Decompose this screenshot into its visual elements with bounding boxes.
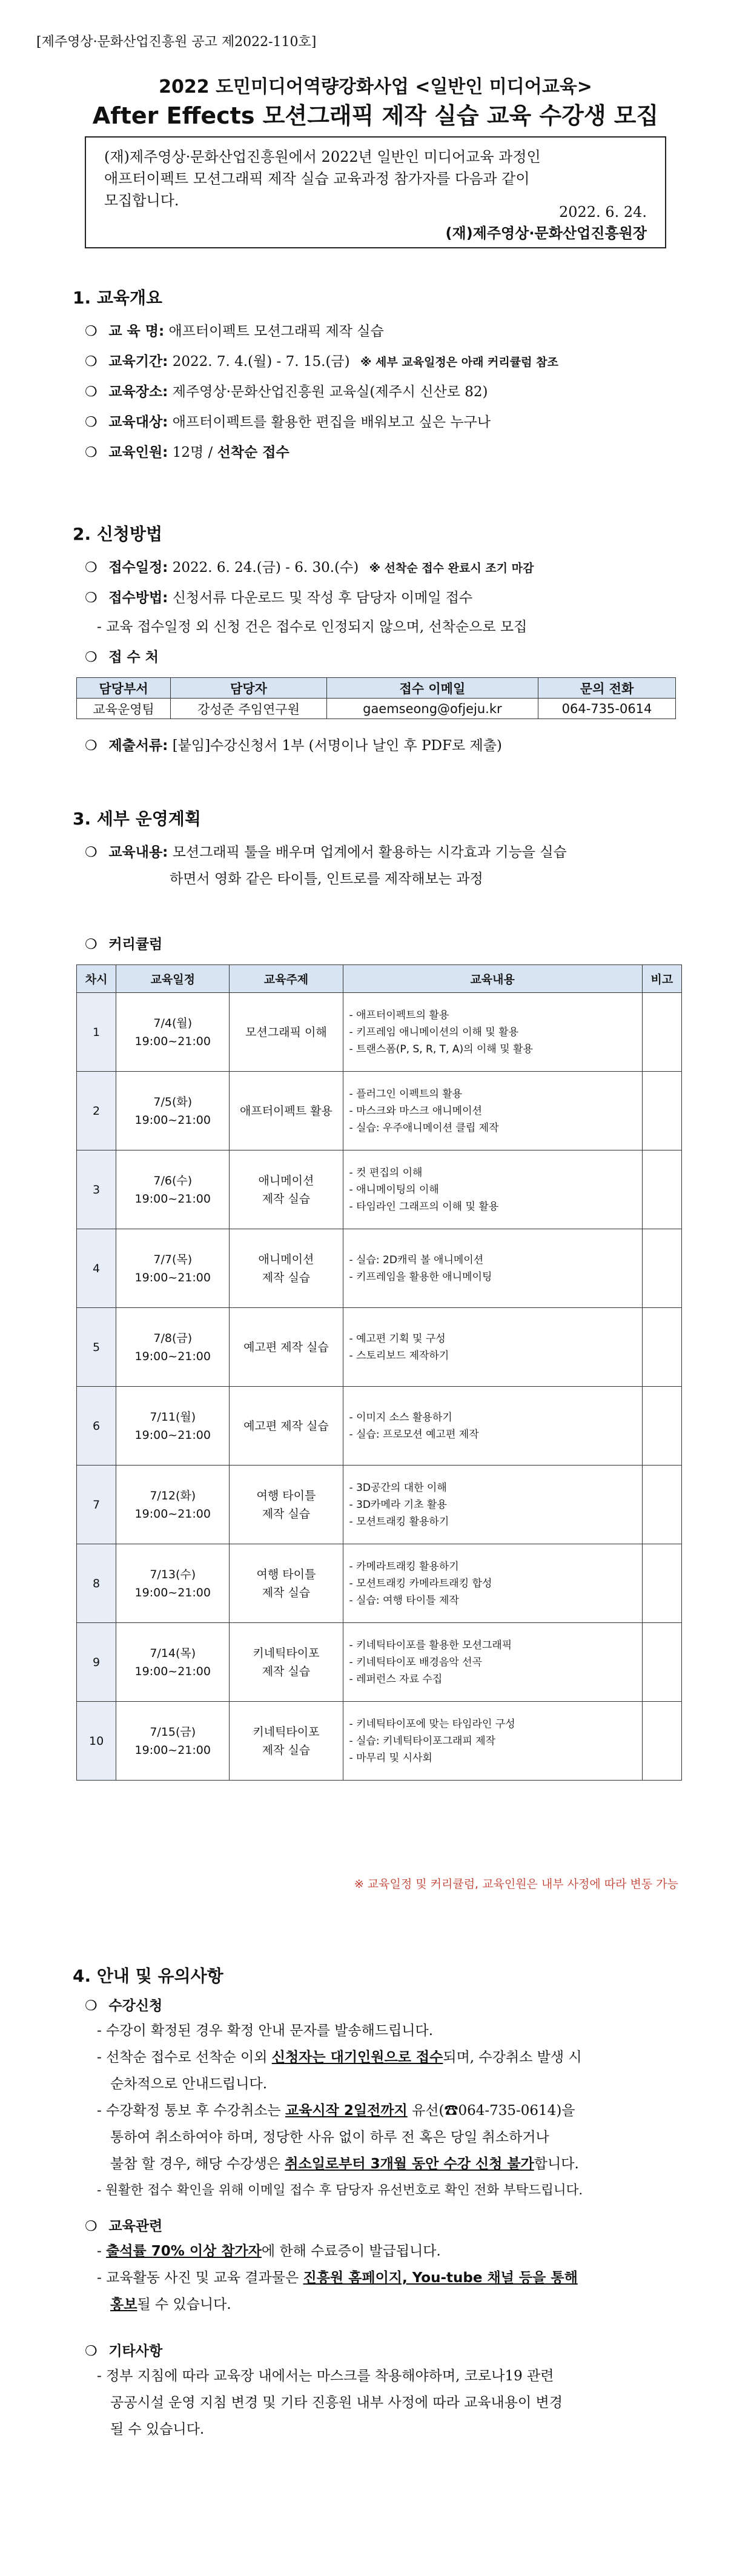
table-header-row [77,965,682,993]
overview-item-target [85,411,491,431]
text-emphasis: 진흥원 홈페이지, You-tube 채널 등을 통해 [303,2270,578,2286]
session-schedule [116,1623,230,1702]
item-value: 2022. 7. 4.(월) - 7. 15.(금) [172,354,350,370]
session-number: 5 [77,1308,116,1387]
notice-edu-text [97,2238,678,2318]
item-note: ※ 선착순 접수 완료시 조기 마감 [369,562,534,575]
notice-sub-edu [85,2215,162,2235]
content-line: - 3D공간의 대한 이해 [349,1481,447,1494]
circle-bullet-icon: ❍ [85,937,98,952]
session-number: 10 [77,1702,116,1781]
text-emphasis: 취소일로부터 3개월 동안 수강 신청 불가 [285,2156,534,2172]
plan-content [85,841,567,861]
circle-bullet-icon: ❍ [85,384,98,400]
session-date: 7/4(월) [153,1016,193,1030]
notice-apply-text [97,2017,678,2204]
topic-line: 예고편 제작 실습 [243,1419,329,1433]
text-line [97,2151,678,2177]
session-time: 19:00~21:00 [134,1113,211,1127]
text-line: 통하여 취소하여야 하며, 정당한 사유 없이 하루 전 혹은 당일 취소하거나 [110,2130,549,2145]
item-value: [붙임]수강신청서 1부 (서명이나 날인 후 PDF로 제출) [172,738,502,754]
session-time: 19:00~21:00 [134,1428,211,1442]
session-time: 19:00~21:00 [134,1034,211,1048]
session-time: 19:00~21:00 [134,1349,211,1363]
topic-line: 애니메이션 [258,1173,314,1187]
session-content [343,1387,642,1466]
item-value: 2022. 6. 24.(금) - 6. 30.(수) [172,560,359,576]
overview-item-count [85,441,289,461]
item-label: 교 육 명: [108,324,165,339]
session-time: 19:00~21:00 [134,1270,211,1284]
topic-line: 애프터이펙트 활용 [240,1104,332,1118]
text-span: 에 한해 수료증이 발급됩니다. [261,2243,441,2259]
item-label: 제출서류: [108,738,168,754]
session-topic [230,1623,343,1702]
content-line: - 실습: 프로모션 예고편 제작 [349,1428,479,1441]
session-number: 9 [77,1623,116,1702]
session-content [343,1466,642,1544]
content-line: - 애프터이펙트의 활용 [349,1009,449,1021]
intro-line1: (재)제주영상·문화산업진흥원에서 2022년 일반인 미디어교육 과정인 [104,148,541,165]
notice-sub-apply [85,1994,162,2014]
session-content [343,1229,642,1308]
item-label: 교육인원: [108,445,168,460]
circle-bullet-icon: ❍ [85,414,98,430]
session-remark [642,993,681,1072]
content-line: - 마스크와 마스크 애니메이션 [349,1104,482,1117]
table-header: 교육일정 [116,965,230,993]
session-topic [230,1387,343,1466]
apply-method [85,586,472,606]
text-emphasis: 출석률 70% 이상 참가자 [106,2243,262,2259]
session-remark [642,1466,681,1544]
content-line: - 타임라인 그래프의 이해 및 활용 [349,1200,499,1213]
session-number: 4 [77,1229,116,1308]
session-remark [642,1308,681,1387]
table-header: 담당부서 [77,678,171,699]
overview-item-place [85,380,488,400]
topic-line: 키네틱타이포 [253,1725,320,1739]
content-line: - 이미지 소스 활용하기 [349,1411,452,1424]
table-row [77,1150,682,1229]
text-span: - 수강확정 통보 후 수강취소는 [97,2103,285,2119]
item-value: 애프터이펙트 모션그래픽 제작 실습 [168,324,384,339]
item-value: 12명 / [172,445,217,460]
apply-period [85,556,534,576]
text-line: - 수강이 확정된 경우 확정 안내 문자를 발송해드립니다. [97,2023,434,2039]
session-remark [642,1229,681,1308]
topic-line: 예고편 제작 실습 [243,1340,329,1354]
session-topic [230,1466,343,1544]
plan-content-line2: 하면서 영화 같은 타이틀, 인트로를 제작해보는 과정 [170,871,483,887]
apply-method-note: - 교육 접수일정 외 신청 건은 접수로 인정되지 않으며, 선착순으로 모집 [97,619,528,635]
session-number: 6 [77,1387,116,1466]
table-row [77,1387,682,1466]
session-date: 7/11(월) [150,1410,196,1424]
session-content [343,1623,642,1702]
item-value: 신청서류 다운로드 및 작성 후 담당자 이메일 접수 [172,590,473,606]
session-number: 1 [77,993,116,1072]
curriculum-table [76,964,682,1781]
session-date: 7/13(수) [150,1567,196,1581]
session-topic [230,1544,343,1623]
table-header-row [77,678,676,699]
item-label: 교육내용: [108,845,168,860]
text-line [97,2238,678,2265]
content-line: - 예고편 기획 및 구성 [349,1332,446,1345]
text-line [97,2044,678,2071]
text-span: - 교육활동 사진 및 교육 결과물은 [97,2270,303,2286]
item-note: ※ 세부 교육일정은 아래 커리큘럼 참조 [360,356,558,369]
session-number: 2 [77,1072,116,1150]
curriculum-body [77,993,682,1781]
session-remark [642,1702,681,1781]
topic-line: 제작 실습 [262,1585,311,1599]
item-value: 모션그래픽 툴을 배우며 업계에서 활용하는 시각효과 기능을 실습 [172,845,567,860]
session-topic [230,1308,343,1387]
notice-number: [제주영상·문화산업진흥원 공고 제2022-110호] [36,35,317,50]
content-line: - 키네틱타이포를 활용한 모션그래픽 [349,1639,512,1651]
contact-table [76,677,676,719]
page-title-line1: 2022 도민미디어역량강화사업 <일반인 미디어교육> [159,76,592,98]
circle-bullet-icon: ❍ [85,649,98,665]
text-emphasis: 홍보 [110,2297,137,2312]
session-schedule [116,1072,230,1150]
content-line: - 컷 편집의 이해 [349,1166,423,1179]
item-label: 교육대상: [108,414,168,430]
intro-org: (재)제주영상·문화산업진흥원장 [445,225,647,242]
item-value-bold: 선착순 접수 [217,445,289,460]
section-heading-overview: 1. 교육개요 [73,288,163,308]
content-line: - 레퍼런스 자료 수집 [349,1673,443,1685]
session-remark [642,1072,681,1150]
item-label: 접수방법: [108,590,168,606]
content-line: - 키네틱타이포에 맞는 타임라인 구성 [349,1718,515,1730]
circle-bullet-icon: ❍ [85,324,98,339]
item-label: 접 수 처 [108,649,159,665]
text-emphasis: 교육시작 2일전까지 [285,2103,408,2119]
text-span: 되며, 수강취소 발생 시 [443,2050,582,2065]
content-line: - 플러그인 이펙트의 활용 [349,1087,463,1100]
text-span: - [97,2243,107,2259]
topic-line: 모션그래픽 이해 [245,1025,327,1039]
content-line: - 실습: 2D캐릭 볼 애니메이션 [349,1253,484,1266]
session-schedule [116,1150,230,1229]
session-content [343,1544,642,1623]
item-label: 수강신청 [108,1998,163,2014]
email-link[interactable]: gaemseong@ofjeju.kr [326,699,538,719]
table-row [77,1466,682,1544]
table-row [77,1702,682,1781]
notice-etc-text [97,2363,678,2443]
session-time: 19:00~21:00 [134,1664,211,1678]
text-line [97,2097,678,2124]
content-line: - 키프레임 애니메이션의 이해 및 활용 [349,1026,519,1038]
table-row [77,699,676,719]
circle-bullet-icon: ❍ [85,1998,98,2014]
session-date: 7/8(금) [153,1331,193,1345]
session-content [343,1308,642,1387]
intro-box [85,136,666,248]
table-cell: 교육운영팀 [77,699,171,719]
circle-bullet-icon: ❍ [85,2219,98,2234]
intro-date: 2022. 6. 24. [558,204,647,221]
session-topic [230,1702,343,1781]
curriculum-label [85,933,162,953]
session-topic [230,1229,343,1308]
text-span: 합니다. [534,2156,579,2172]
circle-bullet-icon: ❍ [85,354,98,370]
topic-line: 여행 타이틀 [256,1489,316,1502]
content-line: - 애니메이팅의 이해 [349,1183,439,1196]
content-line: - 모션트래킹 활용하기 [349,1515,449,1528]
notice-sub-etc [85,2340,162,2360]
text-line: - 원활한 접수 확인을 위해 이메일 접수 후 담당자 유선번호로 확인 전화 부탁드립니다. [97,2183,583,2198]
content-line: - 키프레임을 활용한 애니메이팅 [349,1270,492,1283]
content-line: - 키네틱타이포 배경음악 선곡 [349,1656,482,1668]
session-schedule [116,993,230,1072]
text-line: 될 수 있습니다. [110,2422,205,2437]
table-row [77,1072,682,1150]
session-topic [230,993,343,1072]
text-span: 될 수 있습니다. [137,2297,231,2312]
table-header: 접수 이메일 [326,678,538,699]
session-date: 7/12(화) [150,1489,196,1502]
table-header: 비고 [642,965,681,993]
topic-line: 제작 실습 [262,1664,311,1678]
content-line: - 실습: 키네틱타이포그래피 제작 [349,1734,496,1747]
apply-contact [85,646,159,666]
session-schedule [116,1544,230,1623]
item-value: 애프터이펙트를 활용한 편집을 배워보고 싶은 누구나 [172,414,491,430]
apply-docs [85,734,502,754]
table-row [77,1623,682,1702]
item-label: 커리큘럼 [108,937,163,952]
session-content [343,1150,642,1229]
section-heading-apply: 2. 신청방법 [73,524,163,544]
session-date: 7/7(목) [153,1252,193,1266]
table-header: 차시 [77,965,116,993]
content-line: - 3D카메라 기초 활용 [349,1498,447,1511]
curriculum-footnote: ※ 교육일정 및 커리큘럼, 교육인원은 내부 사정에 따라 변동 가능 [354,1877,678,1891]
table-header: 문의 전화 [538,678,676,699]
session-remark [642,1150,681,1229]
text-emphasis: 신청자는 대기인원으로 접수 [271,2050,443,2065]
session-time: 19:00~21:00 [134,1743,211,1757]
session-topic [230,1150,343,1229]
circle-bullet-icon: ❍ [85,845,98,860]
topic-line: 키네틱타이포 [253,1646,320,1660]
circle-bullet-icon: ❍ [85,738,98,754]
topic-line: 제작 실습 [262,1192,311,1206]
session-time: 19:00~21:00 [134,1192,211,1206]
text-line: 공공시설 운영 지침 변경 및 기타 진흥원 내부 사정에 따라 교육내용이 변경 [110,2395,563,2411]
session-schedule [116,1229,230,1308]
item-label: 기타사항 [108,2343,163,2359]
session-time: 19:00~21:00 [134,1585,211,1599]
content-line: - 실습: 여행 타이틀 제작 [349,1594,459,1607]
section-heading-notice: 4. 안내 및 유의사항 [73,1966,223,1986]
table-cell: 강성준 주임연구원 [171,699,327,719]
intro-line3: 모집합니다. [104,192,179,209]
session-content [343,1702,642,1781]
circle-bullet-icon: ❍ [85,590,98,606]
session-number: 7 [77,1466,116,1544]
page-title-line2: After Effects 모션그래픽 제작 실습 교육 수강생 모집 [92,102,659,129]
content-line: - 트랜스폼(P, S, R, T, A)의 이해 및 활용 [349,1043,533,1055]
table-row [77,1308,682,1387]
item-label: 교육기간: [108,354,168,370]
session-content [343,1072,642,1150]
session-remark [642,1623,681,1702]
topic-line: 제작 실습 [262,1507,311,1521]
session-remark [642,1387,681,1466]
session-date: 7/6(수) [153,1173,193,1187]
item-label: 교육장소: [108,384,168,400]
item-label: 접수일정: [108,560,168,576]
item-value: 제주영상·문화산업진흥원 교육실(제주시 신산로 82) [172,384,488,400]
table-header: 교육주제 [230,965,343,993]
table-row [77,1229,682,1308]
session-date: 7/15(금) [150,1725,196,1739]
session-schedule [116,1387,230,1466]
table-header: 교육내용 [343,965,642,993]
session-number: 3 [77,1150,116,1229]
session-schedule [116,1702,230,1781]
text-span: 불참 할 경우, 해당 수강생은 [110,2156,285,2172]
text-span: 유선(☎064-735-0614)을 [407,2103,575,2119]
topic-line: 애니메이션 [258,1252,314,1266]
overview-item-period [85,350,558,370]
session-topic [230,1072,343,1150]
table-cell: 064-735-0614 [538,699,676,719]
session-content [343,993,642,1072]
section-heading-plan: 3. 세부 운영계획 [73,809,201,829]
content-line: - 스토리보드 제작하기 [349,1349,449,1362]
session-number: 8 [77,1544,116,1623]
text-line [97,2291,678,2318]
session-time: 19:00~21:00 [134,1507,211,1521]
topic-line: 여행 타이틀 [256,1567,316,1581]
content-line: - 모션트래킹 카메라트래킹 합성 [349,1577,492,1590]
session-remark [642,1544,681,1623]
topic-line: 제작 실습 [262,1743,311,1757]
session-schedule [116,1466,230,1544]
circle-bullet-icon: ❍ [85,445,98,460]
circle-bullet-icon: ❍ [85,560,98,576]
session-date: 7/14(목) [150,1646,196,1660]
item-label: 교육관련 [108,2219,163,2234]
overview-item-name [85,320,384,340]
content-line: - 카메라트래킹 활용하기 [349,1560,459,1573]
circle-bullet-icon: ❍ [85,2343,98,2359]
content-line: - 실습: 우주애니메이션 클립 제작 [349,1121,499,1134]
topic-line: 제작 실습 [262,1270,311,1284]
session-date: 7/5(화) [153,1095,193,1109]
text-line: - 정부 지침에 따라 교육장 내에서는 마스크를 착용해야하며, 코로나19 관련 [97,2368,554,2384]
table-row [77,1544,682,1623]
session-schedule [116,1308,230,1387]
table-header: 담당자 [171,678,327,699]
text-span: - 선착순 접수로 선착순 이외 [97,2050,272,2065]
text-line: 순차적으로 안내드립니다. [110,2076,268,2092]
text-line [97,2265,678,2291]
intro-line2: 애프터이펙트 모션그래픽 제작 실습 교육과정 참가자를 다음과 같이 [104,170,530,187]
table-row [77,993,682,1072]
content-line: - 마무리 및 시사회 [349,1751,432,1764]
